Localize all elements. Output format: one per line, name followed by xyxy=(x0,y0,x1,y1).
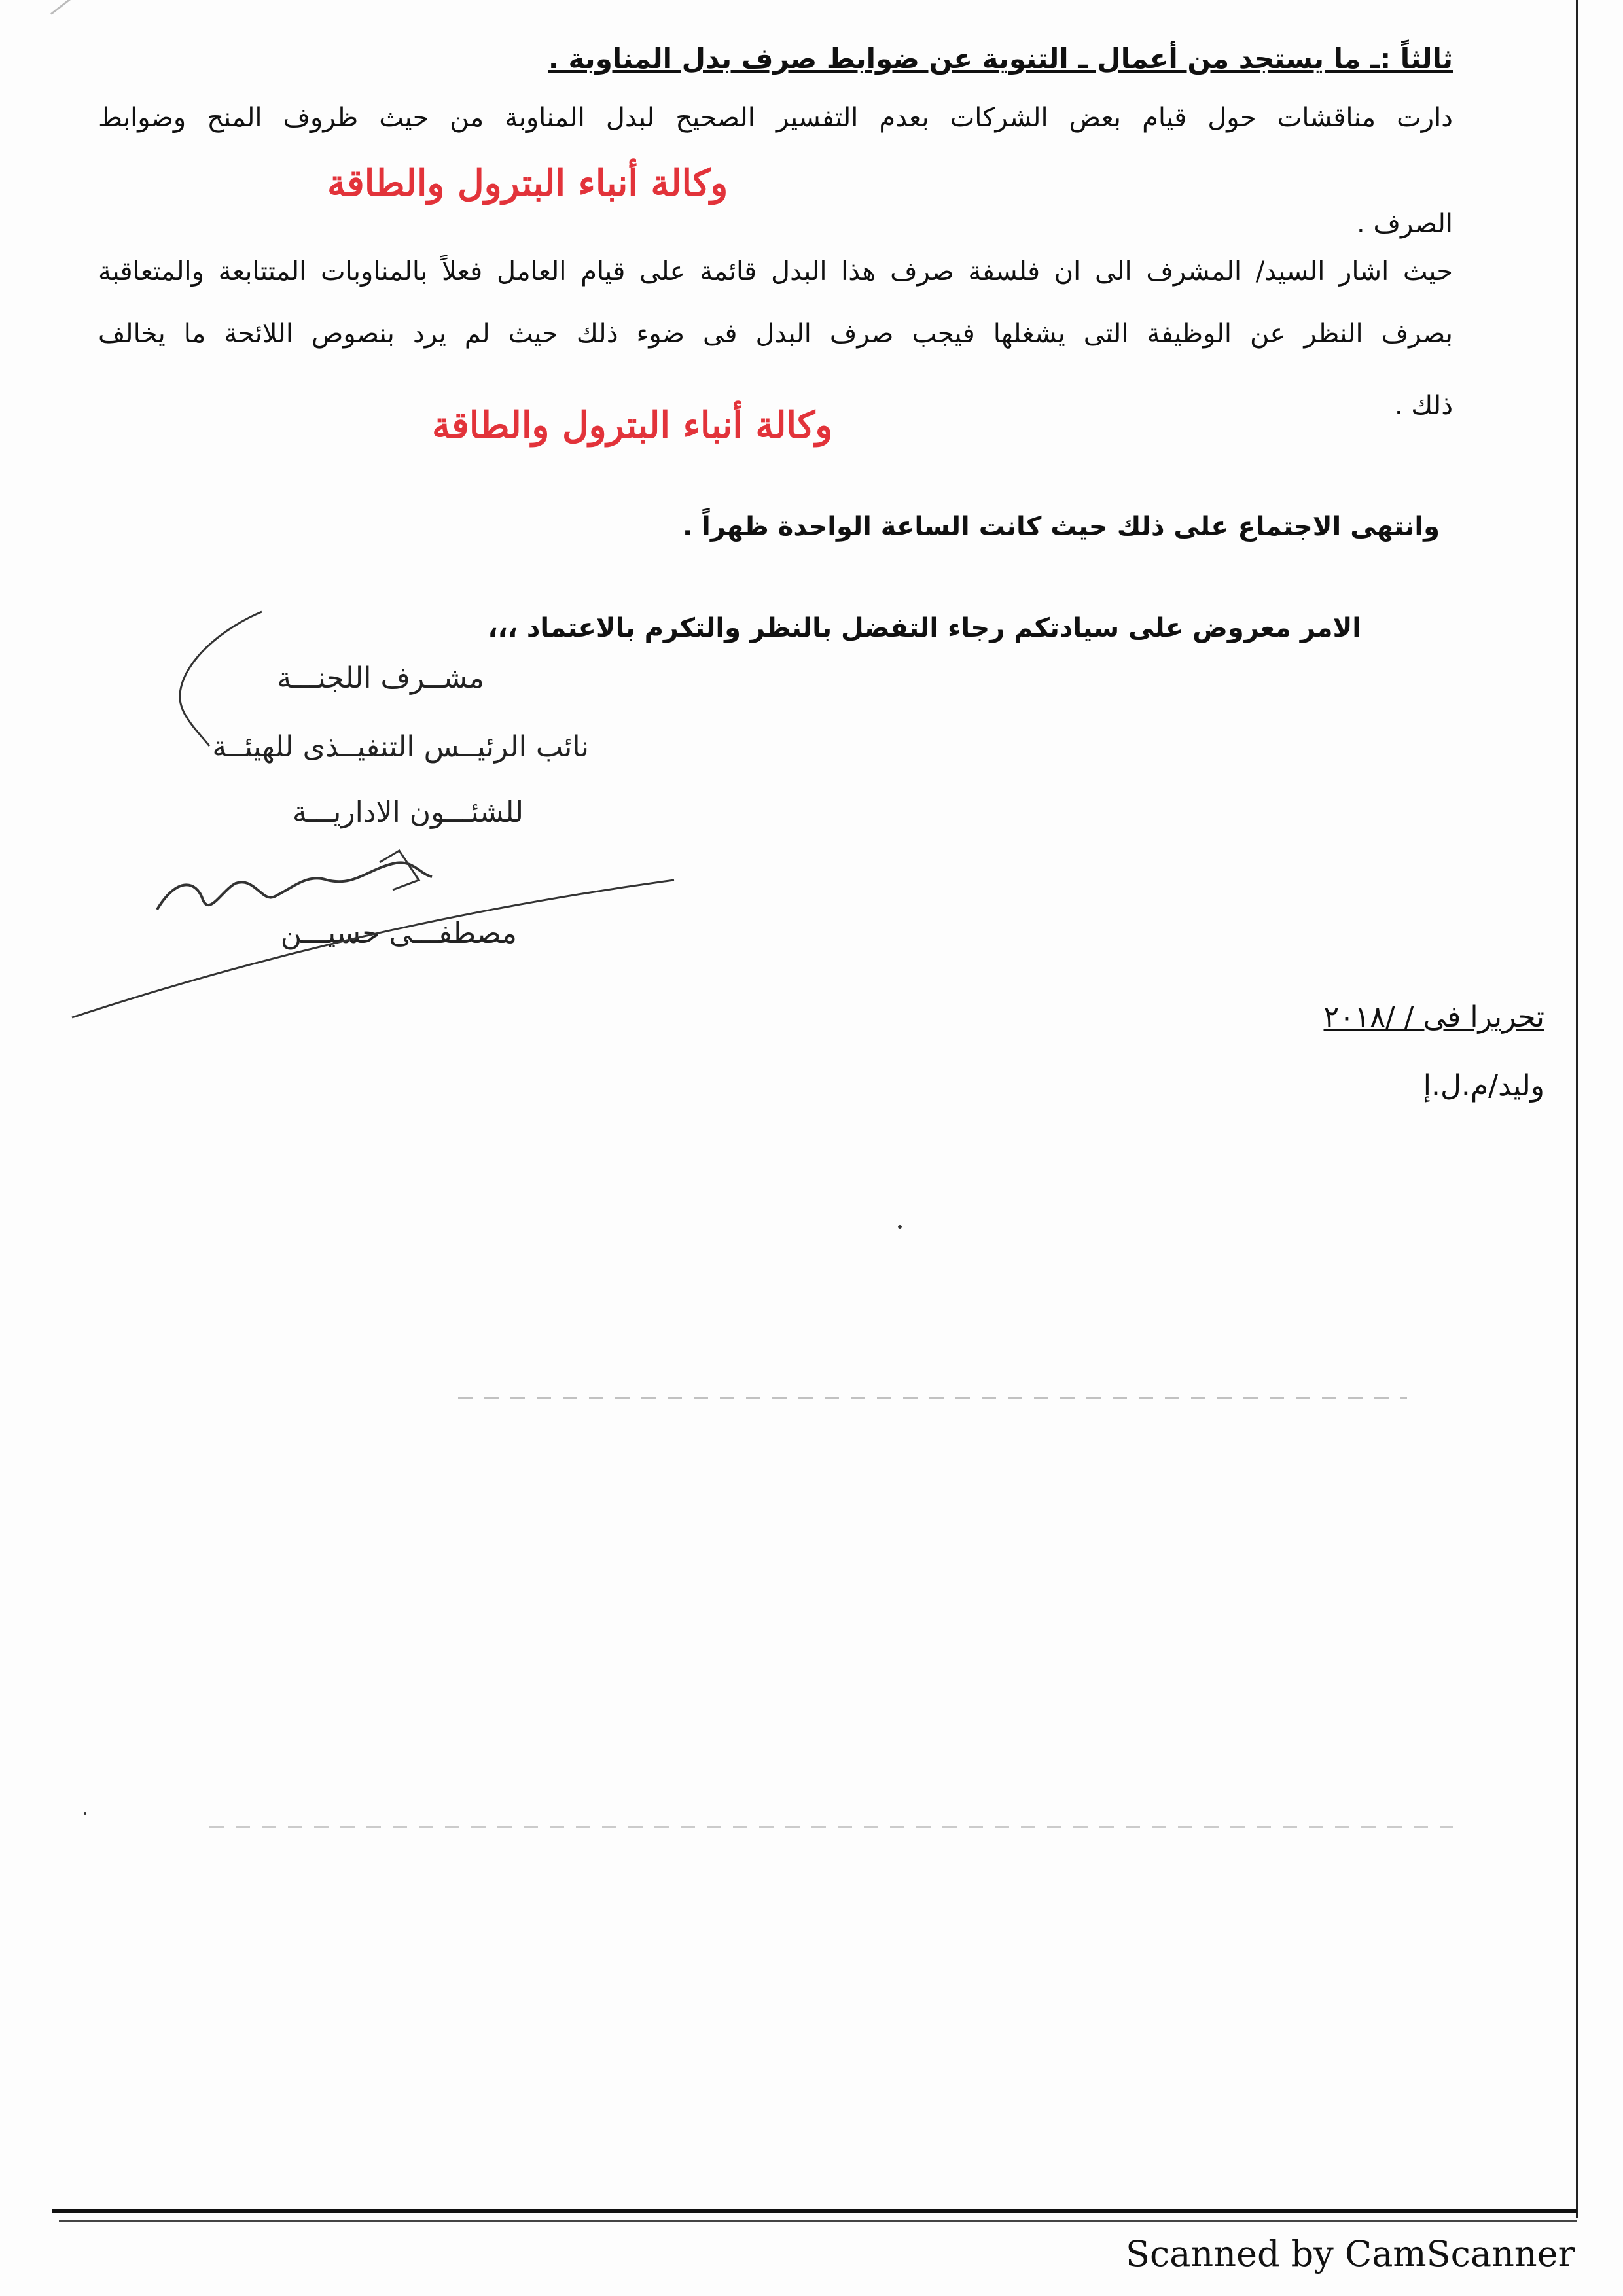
signature-title-supervisor: مشــرف اللجنـــة xyxy=(277,662,484,695)
paragraph-2-line-3: ذلك . xyxy=(1394,391,1453,421)
drafted-date: تحريرا فى / /٢٠١٨ xyxy=(1323,1000,1544,1034)
scan-noise-line-1 xyxy=(458,1397,1407,1399)
meeting-end-statement: وانتهى الاجتماع على ذلك حيث كانت الساعة الواحدة ظهراً . xyxy=(683,512,1440,542)
paragraph-2-line-1: حيث اشار السيد/ المشرف الى ان فلسفة صرف هذا البدل قائمة على قيام العامل فعلاً بالمناوبات المتتابعة والمتعاقبة xyxy=(98,256,1453,287)
paragraph-1-line-1: دارت مناقشات حول قيام بعض الشركات بعدم التفسير الصحيح لبدل المناوبة من حيث ظروف المنح وضوابط xyxy=(98,103,1453,133)
bottom-rule-thin xyxy=(59,2220,1577,2222)
document-reference: وليد/م.ل.إ xyxy=(1423,1069,1544,1103)
section-heading: ثالثاً :ـ ما يستجد من أعمال ـ التنوية عن ضوابط صرف بدل المناوبة . xyxy=(548,43,1453,75)
scan-speck xyxy=(898,1225,902,1229)
watermark-top: وكالة أنباء البترول والطاقة xyxy=(327,162,728,205)
approval-request: الامر معروض على سيادتكم رجاء التفضل بالنظر والتكرم بالاعتماد ،،، xyxy=(488,613,1361,643)
scan-noise-line-2 xyxy=(209,1826,1453,1828)
signatory-name: مصطفـــى حسيـــن xyxy=(280,917,517,950)
signature-title-admin-affairs: للشئـــون الاداريـــة xyxy=(292,796,524,829)
paragraph-1-line-2: الصرف . xyxy=(1357,209,1453,239)
watermark-middle: وكالة أنباء البترول والطاقة xyxy=(432,404,833,447)
paragraph-2-line-2: بصرف النظر عن الوظيفة التى يشغلها فيجب صرف البدل فى ضوء ذلك حيث لم يرد بنصوص اللائحة ما يخالف xyxy=(98,319,1453,349)
signature-title-deputy: نائب الرئيــس التنفيــذى للهيئــة xyxy=(212,730,589,764)
scan-speck-left xyxy=(84,1812,86,1815)
bottom-rule xyxy=(52,2209,1577,2213)
camscanner-footer: Scanned by CamScanner xyxy=(1126,2233,1575,2274)
